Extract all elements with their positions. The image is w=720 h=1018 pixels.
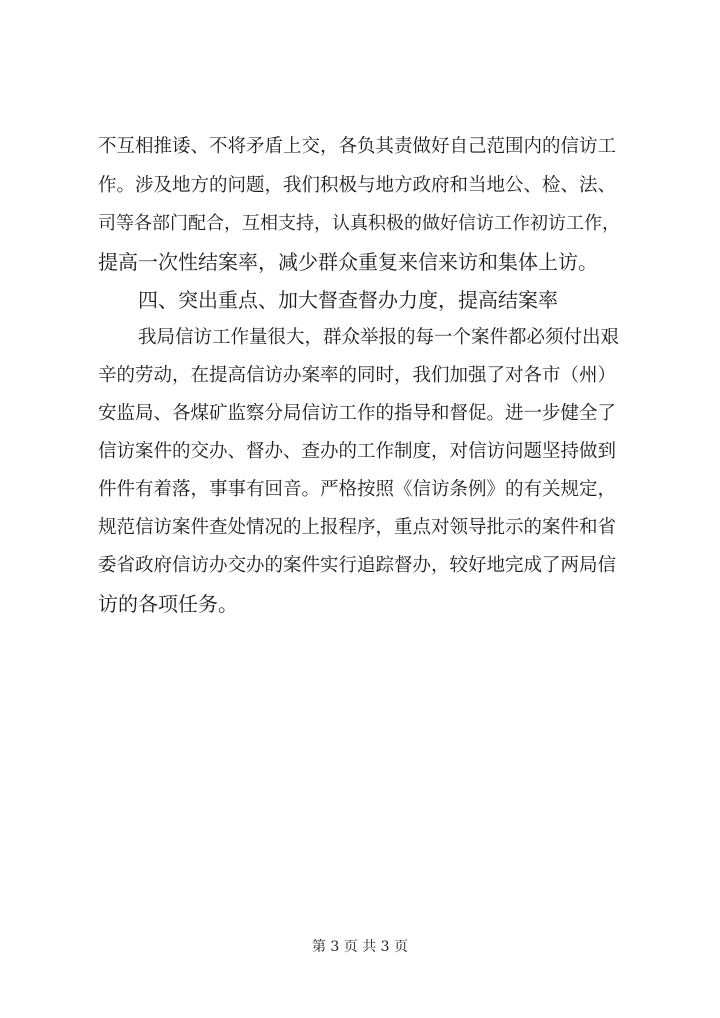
paragraph-line: 辛的劳动，在提高信访办案率的同时，我们加强了对各市（州） bbox=[98, 365, 617, 386]
paragraph-line: 安监局、各煤矿监察分局信访工作的指导和督促。进一步健全了 bbox=[98, 403, 617, 424]
paragraph-line: 提高一次性结案率，减少群众重复来信来访和集体上访。 bbox=[98, 250, 598, 274]
page-number-footer: 第 3 页 共 3 页 bbox=[311, 939, 409, 955]
paragraph-line: 我局信访工作量很大，群众举报的每一个案件都必须付出艰 bbox=[138, 327, 620, 348]
paragraph-line: 件件有着落，事事有回音。严格按照《信访条例》的有关规定， bbox=[98, 479, 617, 500]
paragraph-line: 司等各部门配合，互相支持，认真积极的做好信访工作初访工作， bbox=[98, 213, 620, 234]
paragraph-line: 不互相推诿、不将矛盾上交，各负其责做好自己范围内的信访工 bbox=[98, 136, 617, 157]
paragraph-line: 规范信访案件查处情况的上报程序，重点对领导批示的案件和省 bbox=[98, 517, 617, 538]
section-heading: 四、突出重点、加大督查督办力度，提高结案率 bbox=[138, 288, 558, 312]
paragraph-line: 作。涉及地方的问题，我们积极与地方政府和当地公、检、法、 bbox=[98, 175, 617, 196]
paragraph-line: 访的各项任务。 bbox=[98, 592, 238, 616]
paragraph-line: 委省政府信访办交办的案件实行追踪督办，较好地完成了两局信 bbox=[98, 555, 617, 576]
paragraph-line: 信访案件的交办、督办、查办的工作制度，对信访问题坚持做到 bbox=[98, 441, 617, 462]
